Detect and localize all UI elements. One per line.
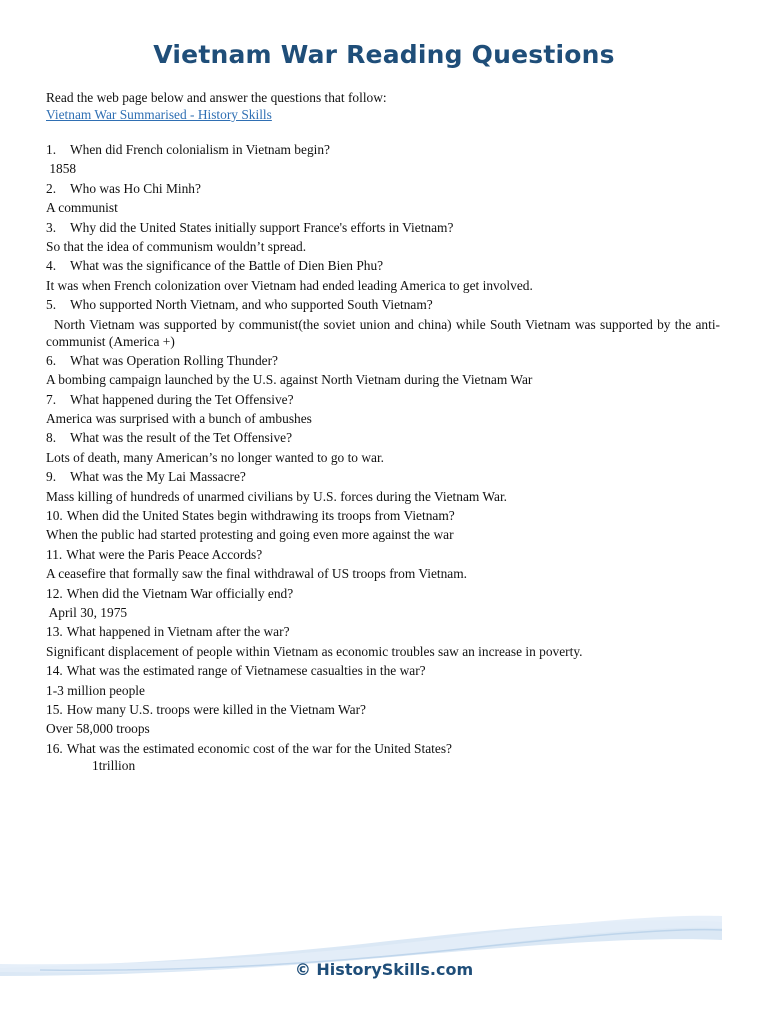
question-4: 4. What was the significance of the Battle of Dien Bien Phu?	[46, 258, 384, 274]
question-15: 15. How many U.S. troops were killed in the Vietnam War?	[46, 701, 366, 717]
answer-4: It was when French colonization over Vietnam had ended leading America to get involved.	[46, 277, 533, 293]
answer-14: 1-3 million people	[46, 682, 145, 698]
worksheet-content	[46, 89, 720, 774]
answer-10: When the public had started protesting and going even more against the war	[46, 527, 454, 543]
question-7: 7. What happened during the Tet Offensive?	[46, 391, 294, 407]
question-11: 11. What were the Paris Peace Accords?	[46, 546, 263, 562]
question-3: 3. Why did the United States initially support France's efforts in Vietnam?	[46, 219, 454, 235]
answer-8: Lots of death, many American’s no longer wanted to go to war.	[46, 449, 385, 465]
source-link[interactable]: Vietnam War Summarised - History Skills	[46, 107, 272, 122]
question-2: 2. Who was Ho Chi Minh?	[46, 180, 201, 196]
question-10: 10. When did the United States begin withdrawing its troops from Vietnam?	[46, 508, 455, 524]
answer-7: America was surprised with a bunch of ambushes	[46, 411, 312, 427]
answer-1: 1858	[46, 161, 77, 177]
question-14: 14. What was the estimated range of Vietnamese casualties in the war?	[46, 663, 426, 679]
qa-list	[46, 141, 720, 774]
question-9: 9. What was the My Lai Massacre?	[46, 469, 246, 485]
question-12: 12. When did the Vietnam War officially end?	[46, 585, 294, 601]
footer-copyright: © HistorySkills.com	[294, 960, 474, 979]
answer-5: North Vietnam was supported by communist(the soviet union and china) while South Vietnam was supported by the anti-communist (America +)	[46, 316, 720, 349]
question-5: 5. Who supported North Vietnam, and who supported South Vietnam?	[46, 297, 433, 313]
answer-13: Significant displacement of people within Vietnam as economic troubles saw an increase in poverty.	[46, 643, 583, 659]
answer-2: A communist	[46, 200, 118, 216]
answer-3: So that the idea of communism wouldn’t spread.	[46, 238, 307, 254]
answer-6: A bombing campaign launched by the U.S. against North Vietnam during the Vietnam War	[46, 372, 533, 388]
intro-instructions: Read the web page below and answer the questions that follow:	[46, 90, 387, 105]
answer-16: 1trillion	[92, 757, 136, 773]
question-13: 13. What happened in Vietnam after the war?	[46, 624, 290, 640]
question-8: 8. What was the result of the Tet Offensive?	[46, 430, 293, 446]
answer-11: A ceasefire that formally saw the final withdrawal of US troops from Vietnam.	[46, 566, 468, 582]
question-6: 6. What was Operation Rolling Thunder?	[46, 352, 278, 368]
question-16: 16. What was the estimated economic cost of the war for the United States?	[46, 740, 452, 756]
answer-12: April 30, 1975	[46, 604, 128, 620]
answer-15: Over 58,000 troops	[46, 721, 150, 737]
question-1: 1. When did French colonialism in Vietnam begin?	[46, 142, 331, 157]
answer-9: Mass killing of hundreds of unarmed civilians by U.S. forces during the Vietnam War.	[46, 488, 508, 504]
page-title: Vietnam War Reading Questions	[153, 40, 615, 69]
